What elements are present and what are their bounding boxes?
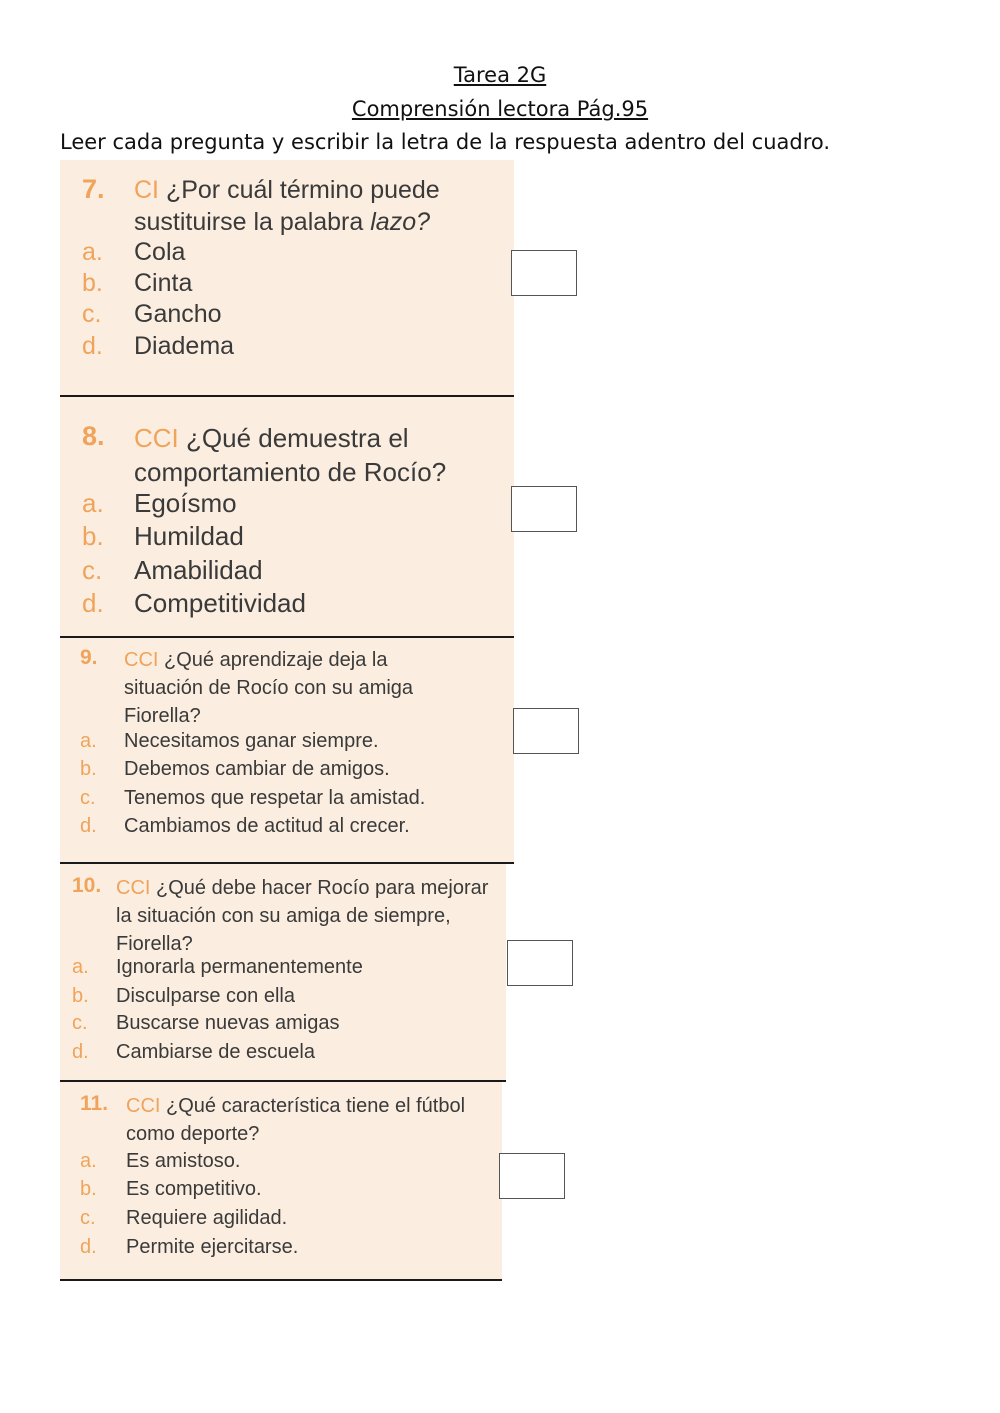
question-tag: CI — [134, 176, 159, 204]
question-number: 7. — [82, 174, 105, 204]
answer-box-10[interactable] — [507, 940, 573, 986]
question-text — [116, 874, 501, 958]
question-tag: CCI — [134, 423, 179, 453]
option-a: a. Ignorarla permanentemente — [72, 956, 363, 978]
question-11-card — [60, 1082, 502, 1281]
question-text-main: ¿Qué demuestra el comportamiento de Rocío? — [134, 423, 447, 487]
question-text-main: ¿Qué característica tiene el fútbol como deporte? — [126, 1095, 466, 1145]
question-number: 9. — [80, 646, 98, 669]
question-text-main: ¿Qué debe hacer Rocío para mejorar la situación con su amiga de siempre, Fiorella? — [116, 877, 489, 955]
question-text-main: ¿Por cuál término puede sustituirse la palabra — [134, 176, 440, 236]
option-a: a. Cola — [82, 238, 186, 266]
option-b: b. Humildad — [82, 521, 244, 551]
question-text — [134, 421, 504, 489]
question-tag: CCI — [124, 649, 159, 671]
option-b: b. Debemos cambiar de amigos. — [80, 758, 390, 780]
option-b: b. Es competitivo. — [80, 1178, 262, 1200]
option-c: c. Tenemos que respetar la amistad. — [80, 787, 426, 809]
answer-box-9[interactable] — [513, 708, 579, 754]
option-d: d. Diadema — [82, 332, 235, 360]
worksheet-subtitle: Comprensión lectora Pág.95 — [351, 97, 649, 121]
question-number: 11. — [80, 1092, 109, 1115]
question-text-italic: lazo? — [370, 208, 430, 236]
option-d: d. Competitividad — [82, 588, 306, 618]
answer-box-7[interactable] — [511, 250, 577, 296]
option-a: a. Es amistoso. — [80, 1150, 241, 1172]
question-text — [124, 646, 444, 730]
question-10-card — [60, 864, 506, 1082]
question-number: 8. — [82, 421, 105, 451]
question-9-card — [60, 638, 514, 864]
option-c: c. Buscarse nuevas amigas — [72, 1012, 340, 1034]
question-text — [126, 1092, 476, 1148]
worksheet-title: Tarea 2G — [453, 63, 547, 87]
option-b: b. Disculparse con ella — [72, 985, 295, 1007]
option-a: a. Necesitamos ganar siempre. — [80, 730, 379, 752]
question-text — [134, 174, 494, 238]
question-number: 10. — [72, 874, 102, 897]
instructions: Leer cada pregunta y escribir la letra de la respuesta adentro del cuadro. — [60, 130, 831, 154]
answer-box-8[interactable] — [511, 486, 577, 532]
question-tag: CCI — [116, 877, 151, 899]
question-text-main: ¿Qué aprendizaje deja la situación de Rocío con su amiga Fiorella? — [124, 649, 414, 727]
option-d: d. Cambiarse de escuela — [72, 1041, 315, 1063]
answer-box-11[interactable] — [499, 1153, 565, 1199]
option-d: d. Permite ejercitarse. — [80, 1236, 299, 1258]
option-a: a. Egoísmo — [82, 488, 237, 518]
option-d: d. Cambiamos de actitud al crecer. — [80, 815, 410, 837]
option-c: c. Gancho — [82, 300, 222, 328]
option-c: c. Amabilidad — [82, 555, 263, 585]
question-8-card — [60, 397, 514, 638]
option-b: b. Cinta — [82, 269, 193, 297]
question-tag: CCI — [126, 1095, 161, 1117]
option-c: c. Requiere agilidad. — [80, 1207, 288, 1229]
question-7-card — [60, 160, 514, 397]
